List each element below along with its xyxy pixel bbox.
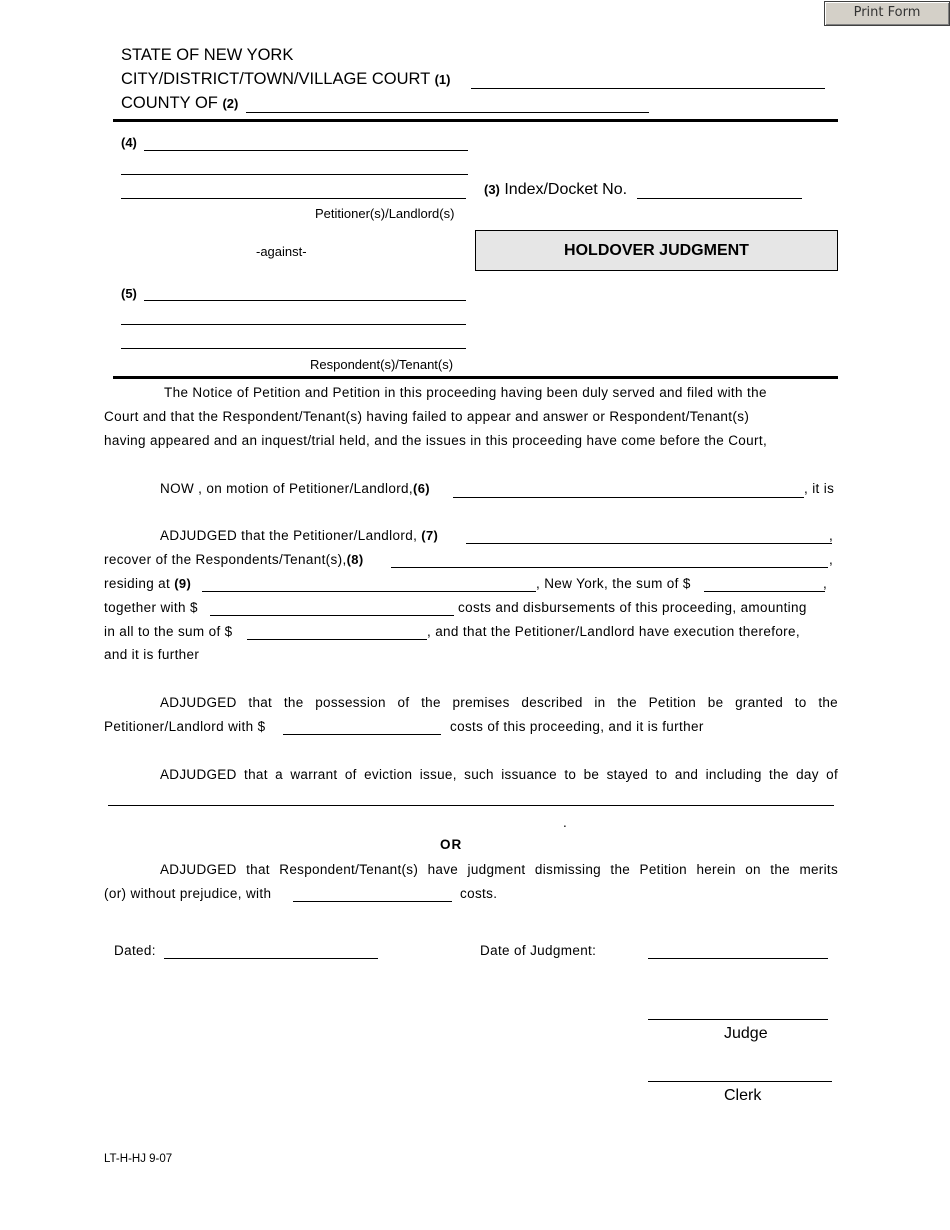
intro-line-1: The Notice of Petition and Petition in this proceeding having been duly served and filed with the (164, 385, 767, 400)
eviction-stay-date-field[interactable] (108, 789, 834, 806)
petitioner-line-2[interactable] (121, 158, 468, 175)
new-york-sum-text: , New York, the sum of $ (536, 576, 691, 591)
respondent-line-3[interactable] (121, 332, 466, 349)
or-label: OR (440, 837, 463, 852)
document-title: HOLDOVER JUDGMENT (475, 230, 838, 271)
county-label (121, 94, 238, 113)
execution-text: , and that the Petitioner/Landlord have execution therefore, (427, 624, 800, 639)
index-docket-label (484, 181, 627, 199)
now-motion-text (160, 481, 430, 496)
petitioner-with-text: Petitioner/Landlord with $ (104, 719, 266, 734)
without-prejudice-text: (or) without prejudice, with (104, 886, 272, 901)
form-id: LT-H-HJ 9-07 (104, 1153, 173, 1165)
adjudged1-comma-2: , (829, 552, 834, 567)
adjudged3-line1: ADJUDGED that a warrant of eviction issue, such issuance to be stayed to and including the day of (160, 767, 838, 782)
field-number-7: (7) (421, 528, 439, 543)
judge-label: Judge (724, 1025, 768, 1042)
adjudged1-line2 (104, 552, 364, 567)
respondent-line-1[interactable] (144, 284, 466, 301)
index-docket-field[interactable] (637, 182, 802, 199)
costs-amount-field[interactable] (210, 599, 454, 616)
field-number-1: (1) (434, 72, 451, 87)
adjudged1-line2-text: recover of the Respondents/Tenant(s), (104, 552, 347, 567)
judge-signature-field[interactable] (648, 1003, 828, 1020)
adjudged-petitioner-field[interactable] (466, 527, 832, 544)
petitioner-line-1[interactable] (144, 134, 468, 151)
adjudged1-line3 (104, 576, 191, 591)
and-it-is-further-1: and it is further (104, 647, 200, 662)
print-form-button[interactable]: Print Form (824, 1, 950, 26)
date-of-judgment-label: Date of Judgment: (480, 943, 597, 958)
index-docket-text: Index/Docket No. (504, 181, 628, 198)
field-number-6: (6) (413, 481, 430, 496)
together-with-text: together with $ (104, 600, 198, 615)
dated-field[interactable] (164, 942, 378, 959)
adjudged1-line1-text: ADJUDGED that the Petitioner/Landlord, (160, 528, 418, 543)
caption-divider (113, 376, 838, 379)
now-motion-prefix: NOW , on motion of Petitioner/Landlord, (160, 481, 414, 496)
field-number-5: (5) (121, 286, 137, 301)
header-divider (113, 119, 838, 122)
total-sum-field[interactable] (247, 623, 427, 640)
field-number-4: (4) (121, 135, 137, 150)
respondent-line-2[interactable] (121, 308, 466, 325)
residing-address-field[interactable] (202, 575, 536, 592)
adjudged1-comma-3: , (823, 576, 828, 591)
clerk-signature-field[interactable] (648, 1065, 832, 1082)
adjudged4-line1: ADJUDGED that Respondent/Tenant(s) have judgment dismissing the Petition herein on the merits (160, 862, 838, 877)
dismissal-costs-field[interactable] (293, 885, 452, 902)
possession-costs-field[interactable] (283, 718, 441, 735)
field-number-9: (9) (174, 576, 192, 591)
court-label-text: CITY/DISTRICT/TOWN/VILLAGE COURT (121, 70, 430, 88)
residing-at-text: residing at (104, 576, 171, 591)
petitioner-label: Petitioner(s)/Landlord(s) (315, 206, 455, 221)
costs-text: costs. (460, 886, 498, 901)
court-label (121, 70, 450, 89)
field-number-8: (8) (346, 552, 364, 567)
county-field[interactable] (246, 96, 649, 113)
against-label: -against- (256, 244, 307, 259)
intro-line-2: Court and that the Respondent/Tenant(s) having failed to appear and answer or Respondent/Tenant(s) (104, 409, 750, 424)
adjudged1-comma-1: , (829, 528, 834, 543)
court-name-field[interactable] (471, 72, 825, 89)
adjudged1-line1 (160, 528, 438, 543)
now-motion-suffix: , it is (804, 481, 835, 496)
field-number-2: (2) (222, 96, 239, 111)
respondent-recover-field[interactable] (391, 551, 828, 568)
clerk-label: Clerk (724, 1087, 762, 1104)
motion-petitioner-field[interactable] (453, 481, 804, 498)
date-of-judgment-field[interactable] (648, 942, 828, 959)
adjudged2-line1: ADJUDGED that the possession of the premises described in the Petition be granted to the (160, 695, 838, 710)
possession-costs-text: costs of this proceeding, and it is further (450, 719, 704, 734)
state-heading: STATE OF NEW YORK (121, 46, 294, 64)
in-all-sum-text: in all to the sum of $ (104, 624, 233, 639)
sum-amount-field[interactable] (704, 575, 828, 592)
intro-line-3: having appeared and an inquest/trial held, and the issues in this proceeding have come before the Court, (104, 433, 768, 448)
costs-disbursements-text: costs and disbursements of this proceeding, amounting (458, 600, 807, 615)
adjudged3-period: . (563, 815, 568, 830)
field-number-3: (3) (484, 182, 500, 197)
respondent-label: Respondent(s)/Tenant(s) (310, 357, 454, 372)
petitioner-line-3[interactable] (121, 182, 466, 199)
county-label-text: COUNTY OF (121, 94, 218, 112)
dated-label: Dated: (114, 943, 156, 958)
